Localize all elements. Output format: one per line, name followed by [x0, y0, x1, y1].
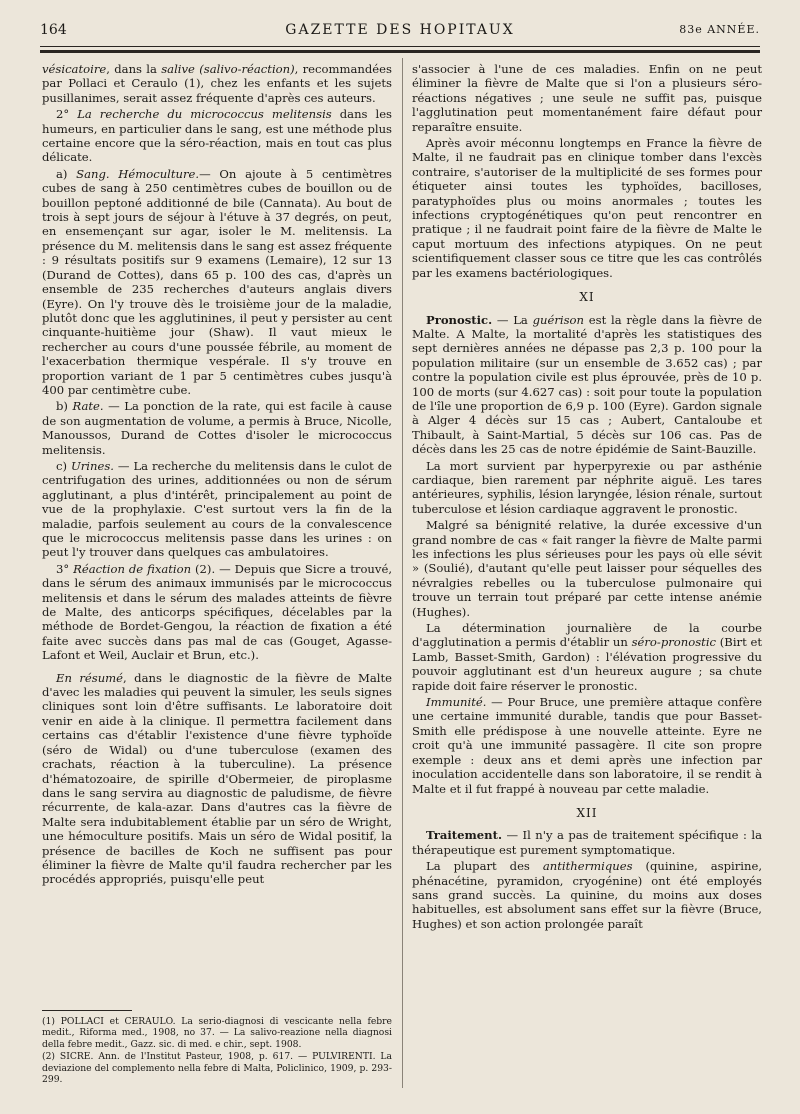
paragraph: [412, 695, 762, 796]
paragraph: [412, 859, 762, 931]
footnotes: [42, 1010, 392, 1086]
subheading: Immunité.: [426, 695, 487, 710]
running-head: [40, 18, 760, 42]
text: , dans la: [106, 62, 162, 76]
section-number: XII: [576, 805, 598, 820]
year-label: 83e ANNÉE.: [679, 23, 760, 36]
footnote-rule: [42, 1010, 132, 1011]
subheading: Urines.: [70, 458, 114, 473]
subheading: Réaction de fixation: [73, 561, 192, 576]
header-rule-thick: [40, 50, 760, 53]
text: — La: [492, 312, 533, 327]
text: (2). — Depuis que Sicre a trouvé, dans le sérum des animaux immunisés par le micrococcus melitensis et dans le sérum des malades atteints de fièvre de Malte, des anticorps spécifiques, décelables par la méthode de Bordet-Gengou, la réaction de fixation a été faite avec succès dans pas mal de cas (Gouget, Agasse-Lafont et Weil, Auclair et Brun, etc.).: [42, 561, 392, 663]
paragraph: [412, 828, 762, 857]
text: , recommandées par Pollaci et Ceraulo (1), chez les enfants et les sujets pusillanimes, serait assez fréquente d'après ces auteurs.: [42, 62, 392, 105]
section-number: XI: [579, 290, 595, 305]
text: La plupart des: [426, 859, 543, 874]
item-letter: c): [56, 458, 71, 473]
left-column: [42, 62, 392, 1062]
text-italic: salive (salivo-réaction): [161, 62, 295, 76]
section-heading: Traitement.: [426, 828, 503, 843]
paragraph: [42, 459, 392, 560]
text: — On ajoute à 5 centimètres cubes de sang à 250 centimètres cubes de bouillon ou de bouillon peptoné additionné de bile (Cannata). Au bout de trois à sept jours de séjour à l'étuve à 37 degrés, on peut, en ensemençant sur agar, isoler le M. melitensis. La présence du M. melitensis dans le sang est assez fréquente : 9 résultats positifs sur 9 examens (Lemaire), 12 sur 13 (Durand de Cottes), dans 65 p. 100 des cas, d'après un ensemble de 235 recherches d'auteurs anglais divers (Eyre). On l'y trouve dès le troisième jour de la maladie, plutôt donc que les agglutinines, il peut y persister au cent cinquante-huitième jour (Shaw). Il vaut mieux le rechercher au cours d'une poussée fébrile, au moment de l'exacerbation thermique vespérale. Il s'y trouve en proportion variant de 1 par 5 centimètres cubes jusqu'à 400 par centimètre cube.: [42, 166, 392, 397]
text: (quinine, aspirine, phénacétine, pyramidon, cryogénine) ont été employés sans grand succès. La quinine, du moins aux doses habituelles, est absolument sans effet sur la fièvre (Bruce, Hughes) et son action prolongée paraît: [412, 859, 763, 931]
subheading: Rate.: [72, 399, 104, 414]
text: (Birt et Lamb, Basset-Smith, Gardon) : l'élévation progressive du pouvoir agglutinant est d'un heureux augure ; sa chute rapide doit faire réserver le pronostic.: [412, 635, 762, 693]
paragraph: [412, 313, 762, 457]
text: — La ponction de la rate, qui est facile à cause de son augmentation de volume, a permis à Bruce, Nicolle, Manoussos, Durand de Cottes d'isoler le micrococcus melitensis.: [42, 399, 392, 457]
text-italic: vésicatoire: [42, 62, 107, 76]
paragraph: s'associer à l'une de ces maladies. Enfin on ne peut éliminer la fièvre de Malte que si l'on a plusieurs séro-réactions négatives ; une seule ne suffit pas, puisque l'agglutination peut momentanément faire défaut pour reparaître ensuite.: [412, 62, 762, 134]
paragraph: [42, 562, 392, 663]
paragraph: [42, 167, 392, 398]
paragraph: Malgré sa bénignité relative, la durée excessive d'un grand nombre de cas « fait ranger la fièvre de Malte parmi les infections les plus sérieuses pour les pays où elle sévit » (Soulié), d'autant qu'elle peut laisser pour séquelles des névralgies rebelles ou la tuberculose pulmonaire qui trouve un terrain tout préparé par cette intense anémie (Hughes).: [412, 518, 762, 619]
subheading: Sang. Hémoculture.: [76, 166, 200, 181]
subheading: En résumé: [56, 670, 124, 685]
text: La détermination journalière de la courbe d'agglutination a permis d'établir un: [412, 621, 762, 650]
text: — Il n'y a pas de traitement spécifique : la thérapeutique est purement symptomatique.: [412, 828, 762, 857]
paragraph: [412, 621, 762, 693]
paragraph: Après avoir méconnu longtemps en France la fièvre de Malte, il ne faudrait pas en clinique tomber dans l'excès contraire, s'autoriser de la multiplicité de ses formes pour étiqueter ainsi toutes les typhoïdes, bacilloses, paratyphoïdes plus ou moins anormales ; toutes les infections cryptogénétiques qu'on peut rencontrer en pratique ; il ne faudrait point faire de la fièvre de Malte le caput mortuum des infections atypiques. On ne peut scientifiquement classer sous ce titre que les cas contrôlés par les examens bactériologiques.: [412, 136, 762, 280]
paragraph: [42, 62, 392, 105]
column-divider: [402, 58, 403, 1088]
text: est la règle dans la fièvre de Malte. A Malte, la mortalité d'après les statistiques des sept dernières années ne dépasse pas 2,3 p. 100 pour la population militaire (sur un ensemble de 3.652 cas) ; par contre la population civile est plus éprouvée, près de 10 p. 100 de morts (sur 4.627 cas) : soit pour toute la population de l'île une proportion de 6,9 p. 100 (Eyre). Gardon signale à Alger 4 décès sur 15 cas ; Aubert, Cantaloube et Thibault, à Saint-Martial, 5 décès sur 106 cas. Pas de décès dans les 25 cas de notre épidémie de Saint-Bauzille.: [412, 312, 762, 457]
item-number: 2°: [56, 107, 70, 122]
text: — Pour Bruce, une première attaque confère une certaine immunité durable, tandis que pour Basset-Smith elle prédispose à une nouvelle atteinte. Eyre ne croit qu'à une immunité passagère. Il cite son propre exemple : deux ans et demi après une infection par inoculation accidentelle dans son laboratoire, il se rendit à Malte et il fut frappé à nouveau par cette maladie.: [412, 695, 762, 796]
text: , dans le diagnostic de la fièvre de Malte d'avec les maladies qui peuvent la simuler, les seuls signes cliniques sont loin d'être suffisants. Le laboratoire doit venir en aide à la clinique. Il permettra facilement dans certains cas d'établir l'existence d'une fièvre typhoïde (séro de Widal) ou d'une tuberculose (examen des crachats, réaction à la tuberculine). La présence d'hématozoaire, de spirille d'Obermeier, de piroplasme dans le sang servira au diagnostic de paludisme, de fièvre récurrente, de kala-azar. Dans d'autres cas la fièvre de Malte sera indubitablement établie par un séro de Wright, une hémoculture positifs. Mais un séro de Widal positif, la présence de bacilles de Koch ne suffisent pas pour éliminer la fièvre de Malte qu'il faudra rechercher par les procédés appropriés, puisqu'elle peut: [42, 670, 392, 887]
footnote-2: (2) SICRE. Ann. de l'Institut Pasteur, 1908, p. 617. — PULVIRENTI. La deviazione del complemento nella febre di Malta, Policlinico, 1909, p. 293-299.: [42, 1051, 392, 1086]
item-letter: b): [56, 399, 73, 414]
subheading: La recherche du micrococcus melitensis: [77, 107, 332, 122]
text-italic: antithermiques: [542, 859, 633, 874]
paragraph: [42, 399, 392, 457]
text-italic: guérison: [532, 312, 584, 327]
section-heading: Pronostic.: [426, 312, 493, 327]
item-number: 3°: [56, 561, 70, 576]
right-column: [412, 62, 762, 1102]
text: — La recherche du melitensis dans le culot de centrifugation des urines, additionnées ou non de sérum agglutinant, a plus d'intérêt, principalement au point de vue de la prophylaxie. C'est surtout vers la fin de la maladie, parfois seulement au cours de la convalescence que le micrococcus melitensis passe dans les urines : on peut l'y trouver dans quelques cas ambulatoires.: [42, 458, 393, 560]
journal-title: GAZETTE DES HOPITAUX: [285, 22, 515, 38]
header-rule-thin: [40, 46, 760, 47]
paragraph: La mort survient par hyperpyrexie ou par asthénie cardiaque, bien rarement par néphrite aiguë. Les tares antérieures, syphilis, lésion laryngée, lésion rénale, surtout tuberculose et lésion cardiaque aggravent le pronostic.: [412, 458, 762, 516]
page-number: 164: [40, 22, 67, 38]
item-letter: a): [56, 166, 77, 181]
footnote-1: (1) POLLACI et CERAULO. La serio-diagnosi di vescicante nella febre medit., Riforma med., 1908, no 37. — La salivo-reazione nella diagnosi della febre medit., Gazz. sic. di med. e chir., sept. 1908.: [42, 1016, 392, 1050]
paragraph: [42, 671, 392, 887]
text-italic: séro-pronostic: [631, 635, 717, 650]
text: dans les humeurs, en particulier dans le sang, est une méthode plus certaine encore que la séro-réaction, mais en tout cas plus délicate.: [42, 107, 392, 165]
paragraph: [42, 107, 392, 165]
